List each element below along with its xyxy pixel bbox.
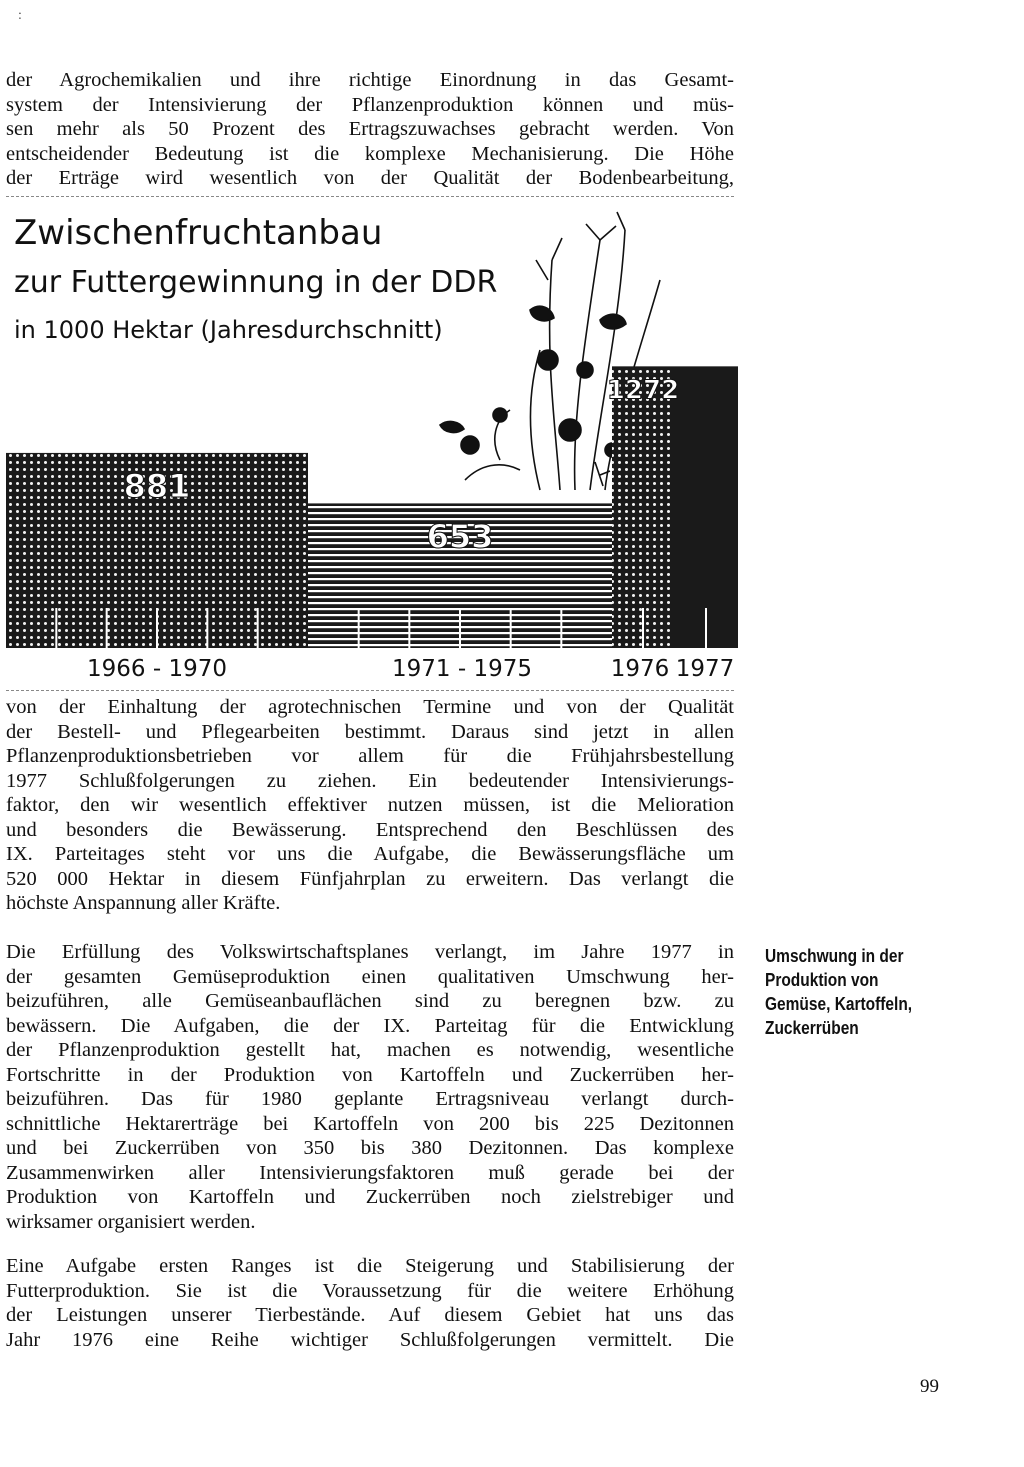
chart-title-line-2: zur Futtergewinnung in der DDR: [14, 265, 498, 300]
text-line: sen mehr als 50 Prozent des Ertragszuwachses gebracht werden. Von: [6, 118, 734, 140]
chart-title-line-1: Zwischenfruchtanbau: [14, 213, 383, 253]
body-paragraph-4: [6, 1254, 734, 1352]
text-line: entscheidender Bedeutung ist die komplexe Mechanisierung. Die Höhe: [6, 142, 734, 165]
margin-mark: :: [18, 8, 22, 23]
divider-rule: [6, 196, 734, 197]
data-label-3: 1272: [606, 375, 680, 406]
text-line: höchste Anspannung aller Kräfte.: [6, 892, 281, 914]
bars-group: [6, 366, 738, 648]
text-line: der Erträge wird wesentlich von der Qualität der Bodenbearbeitung,: [6, 167, 734, 189]
text-line: Fortschritte in der Produktion von Kartoffeln und Zuckerrüben her-: [6, 1063, 734, 1086]
bar-3: [612, 366, 674, 648]
text-line: 1977 Schlußfolgerungen zu ziehen. Ein bedeutender Intensivierungs-: [6, 769, 734, 792]
text-line: Die Erfüllung des Volkswirtschaftsplanes verlangt, im Jahre 1977 in: [6, 941, 734, 963]
text-line: Futterproduktion. Sie ist die Voraussetzung für die weitere Erhöhung: [6, 1279, 734, 1302]
text-line: bewässern. Die Aufgaben, die der IX. Parteitag für die Entwicklung: [6, 1014, 734, 1037]
text-line: Produktion von Kartoffeln und Zuckerrüben noch zielstrebiger und: [6, 1186, 734, 1208]
text-line: wirksamer organisiert werden.: [6, 1210, 256, 1233]
text-line: Jahr 1976 eine Reihe wichtiger Schlußfolgerungen vermittelt. Die: [6, 1328, 734, 1351]
x-tick-label-4: 1977: [675, 656, 735, 682]
text-line: und besonders die Bewässerung. Entsprechend den Beschlüssen des: [6, 818, 734, 841]
text-line: der Leistungen unserer Tierbestände. Auf diesem Gebiet hat uns das: [6, 1304, 734, 1326]
margin-sidenote: [765, 944, 937, 1040]
sidenote-line: Produktion von: [765, 970, 879, 990]
text-line: und bei Zuckerrüben von 350 bis 380 Dezitonnen. Das komplexe: [6, 1137, 734, 1159]
data-label-1: 881: [123, 466, 191, 505]
text-line: faktor, den wir wesentlich effektiver nutzen müssen, ist die Melioration: [6, 794, 734, 816]
text-line: IX. Parteitages steht vor uns die Aufgabe, die Bewässerungsfläche um: [6, 843, 734, 865]
text-line: der Bestell- und Pflegearbeiten bestimmt. Daraus sind jetzt in allen: [6, 720, 734, 743]
text-line: der gesamten Gemüseproduktion einen qualitativen Umschwung her-: [6, 965, 734, 988]
x-tick-label-2: 1971 - 1975: [392, 656, 532, 682]
intro-paragraph: [6, 68, 734, 191]
divider-rule: [6, 690, 734, 691]
text-line: Zusammenwirken aller Intensivierungsfaktoren muß gerade bei der: [6, 1161, 734, 1184]
text-line: system der Intensivierung der Pflanzenproduktion können und müs-: [6, 93, 734, 116]
bar-4: [674, 366, 738, 648]
text-line: beizuführen. Das für 1980 geplante Ertragsniveau verlangt durch-: [6, 1088, 734, 1110]
x-tick-label-1: 1966 - 1970: [87, 656, 227, 682]
sidenote-line: Zuckerrüben: [765, 1018, 859, 1038]
x-tick-labels-group: [87, 656, 734, 682]
text-line: Pflanzenproduktionsbetrieben vor allem für die Frühjahrsbestellung: [6, 745, 734, 767]
text-line: der Pflanzenproduktion gestellt hat, machen es notwendig, wesentliche: [6, 1039, 734, 1061]
sidenote-line: Gemüse, Kartoffeln,: [765, 994, 913, 1014]
data-label-2: 653: [426, 517, 494, 556]
page-number: 99: [920, 1376, 939, 1397]
text-line: 520 000 Hektar in diesem Fünfjahrplan zu erweitern. Das verlangt die: [6, 867, 734, 890]
text-line: Eine Aufgabe ersten Ranges ist die Steigerung und Stabilisierung der: [6, 1255, 734, 1277]
sidenote-line: Umschwung in der: [765, 946, 904, 966]
x-tick-label-3: 1976: [610, 656, 670, 682]
text-line: beizuführen, alle Gemüseanbauflächen sind zu beregnen bzw. zu: [6, 990, 734, 1012]
text-line: schnittliche Hektarerträge bei Kartoffeln von 200 bis 225 Dezitonnen: [6, 1112, 734, 1135]
text-line: von der Einhaltung der agrotechnischen Termine und von der Qualität: [6, 696, 734, 718]
bar-chart: [0, 200, 740, 690]
text-line: der Agrochemikalien und ihre richtige Einordnung in das Gesamt-: [6, 69, 734, 91]
body-paragraph-3: [6, 940, 734, 1234]
body-paragraph-2: [6, 695, 734, 916]
chart-subtitle: in 1000 Hektar (Jahresdurchschnitt): [14, 316, 443, 344]
